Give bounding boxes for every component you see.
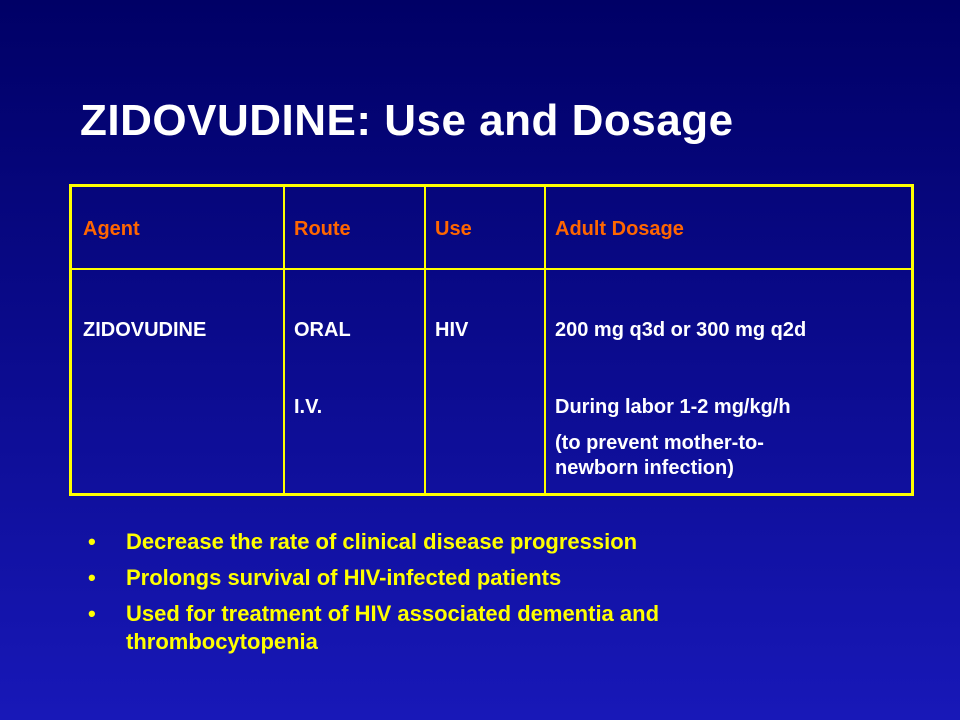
cell-use: HIV [435,319,469,341]
dosage-table [69,184,914,496]
bullet-marker: • [88,601,96,626]
cell-dosage-iv: During labor 1-2 mg/kg/h [555,396,791,418]
header-adult-dosage: Adult Dosage [555,218,684,240]
bullet-text: Used for treatment of HIV associated dementia and [126,601,660,626]
slide-title: ZIDOVUDINE: Use and Dosage [80,96,734,145]
cell-route-oral: ORAL [294,319,351,341]
cell-agent: ZIDOVUDINE [83,319,207,341]
table-divider [72,268,911,270]
header-agent: Agent [83,218,140,240]
cell-route-iv: I.V. [294,396,323,418]
cell-dosage-note-line-1: (to prevent mother-to- [555,432,764,454]
bullet-text-continued: thrombocytopenia [126,629,318,654]
bullet-item [88,600,908,656]
cell-dosage-oral: 200 mg q3d or 300 mg q2d [555,319,807,341]
bullet-item [88,564,908,592]
table-divider [544,187,546,493]
bullet-text: Decrease the rate of clinical disease progression [126,529,638,554]
bullet-marker: • [88,529,96,554]
bullet-item [88,528,908,556]
bullet-marker: • [88,565,96,590]
bullet-list [88,528,908,664]
cell-dosage-note-line-2: newborn infection) [555,457,734,479]
header-route: Route [294,218,351,240]
header-use: Use [435,218,472,240]
table-divider [283,187,285,493]
table-divider [424,187,426,493]
bullet-text: Prolongs survival of HIV-infected patients [126,565,562,590]
